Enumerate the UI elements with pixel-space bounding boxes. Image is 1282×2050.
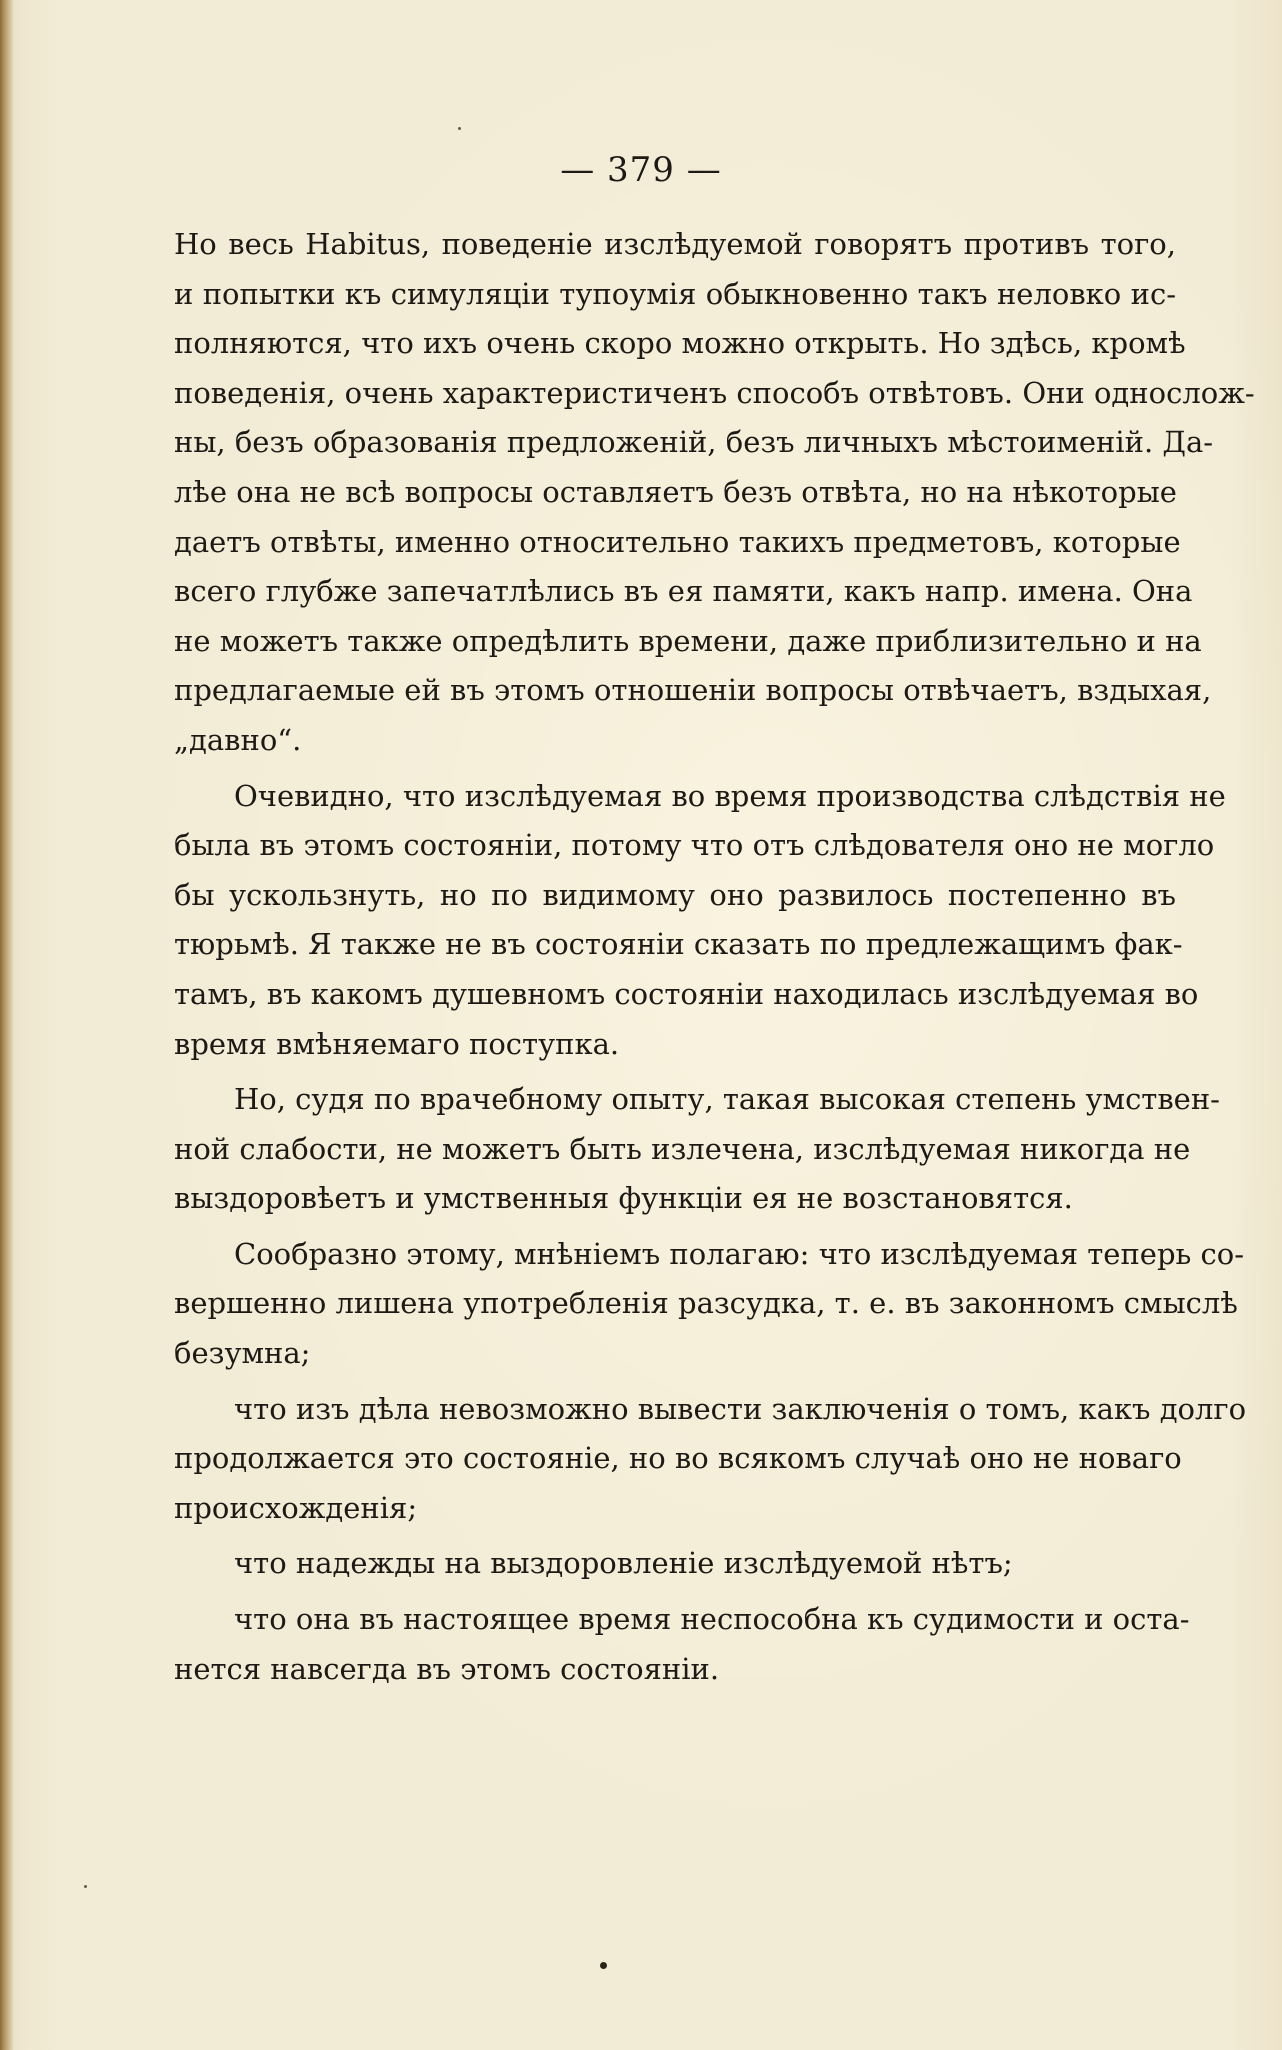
paragraph xyxy=(174,220,1255,766)
text-line: поведенія, очень характеристиченъ способъ отвѣтовъ. Они однослож- xyxy=(174,375,1255,410)
ink-speck xyxy=(600,1962,607,1969)
text-line: Но, судя по врачебному опыту, такая высокая степень умствен- xyxy=(234,1082,1220,1117)
text-line: бы ускользнуть, но по видимому оно развилось постепенно въ xyxy=(174,877,1176,912)
text-line: выздоровѣетъ и умственныя функціи ея не возстановятся. xyxy=(174,1181,1073,1216)
text-line: вершенно лишена употребленія разсудка, т. е. въ законномъ смыслѣ xyxy=(174,1286,1238,1321)
text-line: лѣе она не всѣ вопросы оставляетъ безъ отвѣта, но на нѣкоторые xyxy=(174,474,1177,509)
ink-speck xyxy=(84,1885,87,1888)
text-line: Сообразно этому, мнѣніемъ полагаю: что изслѣдуемая теперь со- xyxy=(234,1236,1245,1271)
page-number: — 379 — xyxy=(560,150,722,190)
body-text xyxy=(174,220,1255,1694)
text-line: что надежды на выздоровленіе изслѣдуемой нѣтъ; xyxy=(234,1546,1013,1581)
text-line: Но весь Habitus, поведеніе изслѣдуемой говорятъ противъ того, xyxy=(174,227,1176,261)
text-line: безумна; xyxy=(174,1336,311,1371)
text-line: нется навсегда въ этомъ состояніи. xyxy=(174,1651,720,1686)
paragraph xyxy=(174,772,1226,1070)
text-line: даетъ отвѣты, именно относительно такихъ предметовъ, которые xyxy=(174,524,1181,559)
text-line: Очевидно, что изслѣдуемая во время производства слѣдствія не xyxy=(234,778,1226,813)
text-line: происхожденія; xyxy=(174,1490,418,1525)
paragraph xyxy=(174,1230,1245,1379)
text-line: тамъ, въ какомъ душевномъ состояніи находилась изслѣдуемая во xyxy=(174,976,1199,1011)
text-line: не можетъ также опредѣлить времени, даже приблизительно и на xyxy=(174,623,1202,658)
text-line: была въ этомъ состояніи, потому что отъ слѣдователя оно не могло xyxy=(174,828,1215,863)
text-line: время вмѣняемаго поступка. xyxy=(174,1026,620,1061)
paragraph xyxy=(174,1539,1176,1589)
paragraph xyxy=(174,1595,1190,1694)
paragraph xyxy=(174,1385,1247,1534)
text-line: „давно“. xyxy=(174,722,302,757)
text-line: всего глубже запечатлѣлись въ ея памяти, какъ напр. имена. Она xyxy=(174,574,1193,609)
text-line: ной слабости, не можетъ быть излечена, изслѣдуемая никогда не xyxy=(174,1131,1191,1166)
page-binding-edge xyxy=(0,0,14,2050)
text-line: что она въ настоящее время неспособна къ судимости и оста- xyxy=(234,1602,1190,1637)
text-line: продолжается это состояніе, но во всякомъ случаѣ оно не новаго xyxy=(174,1441,1182,1476)
paragraph xyxy=(174,1075,1220,1224)
text-line: предлагаемые ей въ этомъ отношеніи вопросы отвѣчаетъ, вздыхая, xyxy=(174,673,1212,708)
text-line: и попытки къ симуляціи тупоумія обыкновенно такъ неловко ис- xyxy=(174,276,1176,311)
ink-speck xyxy=(458,127,461,130)
text-line: ны, безъ образованія предложеній, безъ личныхъ мѣстоименій. Да- xyxy=(174,425,1214,460)
text-line: тюрьмѣ. Я также не въ состояніи сказать по предлежащимъ фак- xyxy=(174,927,1183,962)
text-line: что изъ дѣла невозможно вывести заключенія о томъ, какъ долго xyxy=(234,1391,1247,1426)
text-line: полняются, что ихъ очень скоро можно открыть. Но здѣсь, кромѣ xyxy=(174,326,1186,361)
